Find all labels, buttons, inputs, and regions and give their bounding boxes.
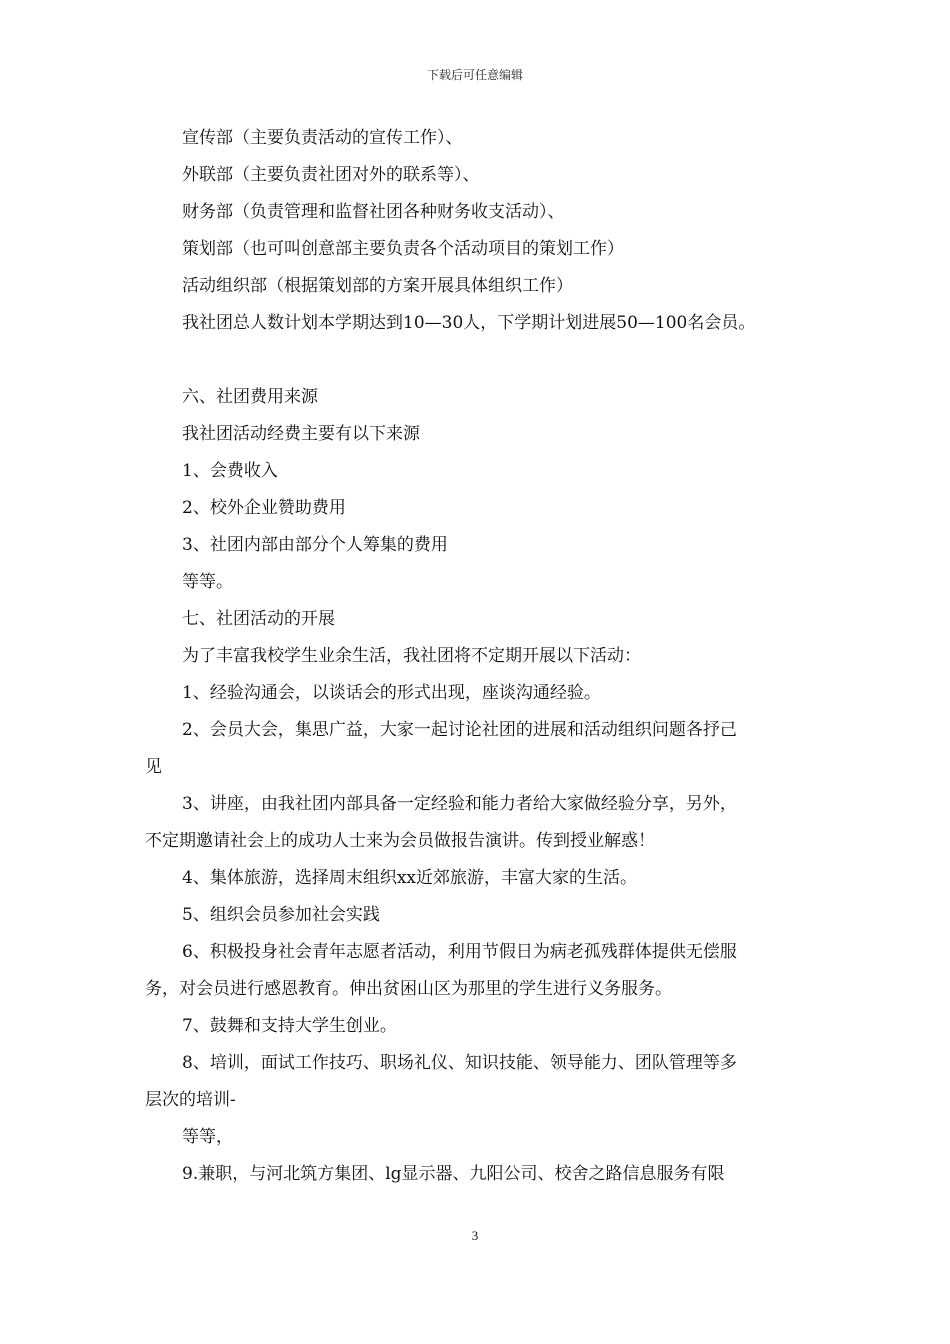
activity-3-line-1: 3、讲座，由我社团内部具备一定经验和能力者给大家做经验分享，另外， bbox=[182, 794, 737, 814]
section6-item-1: 1、会费收入 bbox=[182, 461, 278, 481]
dept-finance-line: 财务部（负责管理和监督社团各种财务收支活动）、 bbox=[182, 202, 565, 222]
section6-item-2: 2、校外企业赞助费用 bbox=[182, 498, 346, 518]
section6-intro: 我社团活动经费主要有以下来源 bbox=[182, 424, 420, 444]
activity-3-line-2: 不定期邀请社会上的成功人士来为会员做报告演讲。传到授业解惑！ bbox=[145, 831, 655, 851]
activity-6-line-1: 6、积极投身社会青年志愿者活动，利用节假日为病老孤残群体提供无偿服 bbox=[182, 942, 737, 962]
activity-6-line-2: 务，对会员进行感恩教育。伸出贫困山区为那里的学生进行义务服务。 bbox=[145, 979, 672, 999]
activity-1: 1、经验沟通会，以谈话会的形式出现，座谈沟通经验。 bbox=[182, 683, 601, 703]
activity-4: 4、集体旅游，选择周末组织xx近郊旅游，丰富大家的生活。 bbox=[182, 868, 637, 888]
dept-planning-line: 策划部（也可叫创意部主要负责各个活动项目的策划工作） bbox=[182, 239, 624, 259]
dept-external-line: 外联部（主要负责社团对外的联系等）、 bbox=[182, 165, 480, 185]
dept-activity-line: 活动组织部（根据策划部的方案开展具体组织工作） bbox=[182, 276, 573, 296]
activity-2-line-1: 2、会员大会，集思广益，大家一起讨论社团的进展和活动组织问题各抒己 bbox=[182, 720, 737, 740]
membership-plan-line: 我社团总人数计划本学期达到10—30人，下学期计划进展50—100名会员。 bbox=[182, 313, 756, 333]
activity-9-line-1: 9.兼职，与河北筑方集团、lg显示器、九阳公司、校舍之路信息服务有限 bbox=[182, 1164, 725, 1184]
activity-2-line-2: 见 bbox=[145, 757, 162, 777]
paragraph-gap bbox=[145, 342, 825, 379]
page-header: 下载后可任意编辑 bbox=[426, 68, 523, 82]
section6-item-3: 3、社团内部由部分个人筹集的费用 bbox=[182, 535, 448, 555]
section6-etc: 等等。 bbox=[182, 572, 233, 592]
activity-5: 5、组织会员参加社会实践 bbox=[182, 905, 380, 925]
activity-7: 7、鼓舞和支持大学生创业。 bbox=[182, 1016, 397, 1036]
activity-8-etc: 等等， bbox=[182, 1127, 233, 1147]
section6-heading: 六、社团费用来源 bbox=[182, 387, 318, 407]
section7-intro: 为了丰富我校学生业余生活，我社团将不定期开展以下活动： bbox=[182, 646, 641, 666]
document-body bbox=[145, 120, 825, 1193]
page-number: 3 bbox=[471, 1228, 479, 1243]
activity-8-line-1: 8、培训，面试工作技巧、职场礼仪、知识技能、领导能力、团队管理等多 bbox=[182, 1053, 737, 1073]
section7-heading: 七、社团活动的开展 bbox=[182, 609, 335, 629]
activity-8-line-2: 层次的培训- bbox=[145, 1090, 236, 1110]
dept-propaganda-line: 宣传部（主要负责活动的宣传工作）、 bbox=[182, 128, 463, 148]
